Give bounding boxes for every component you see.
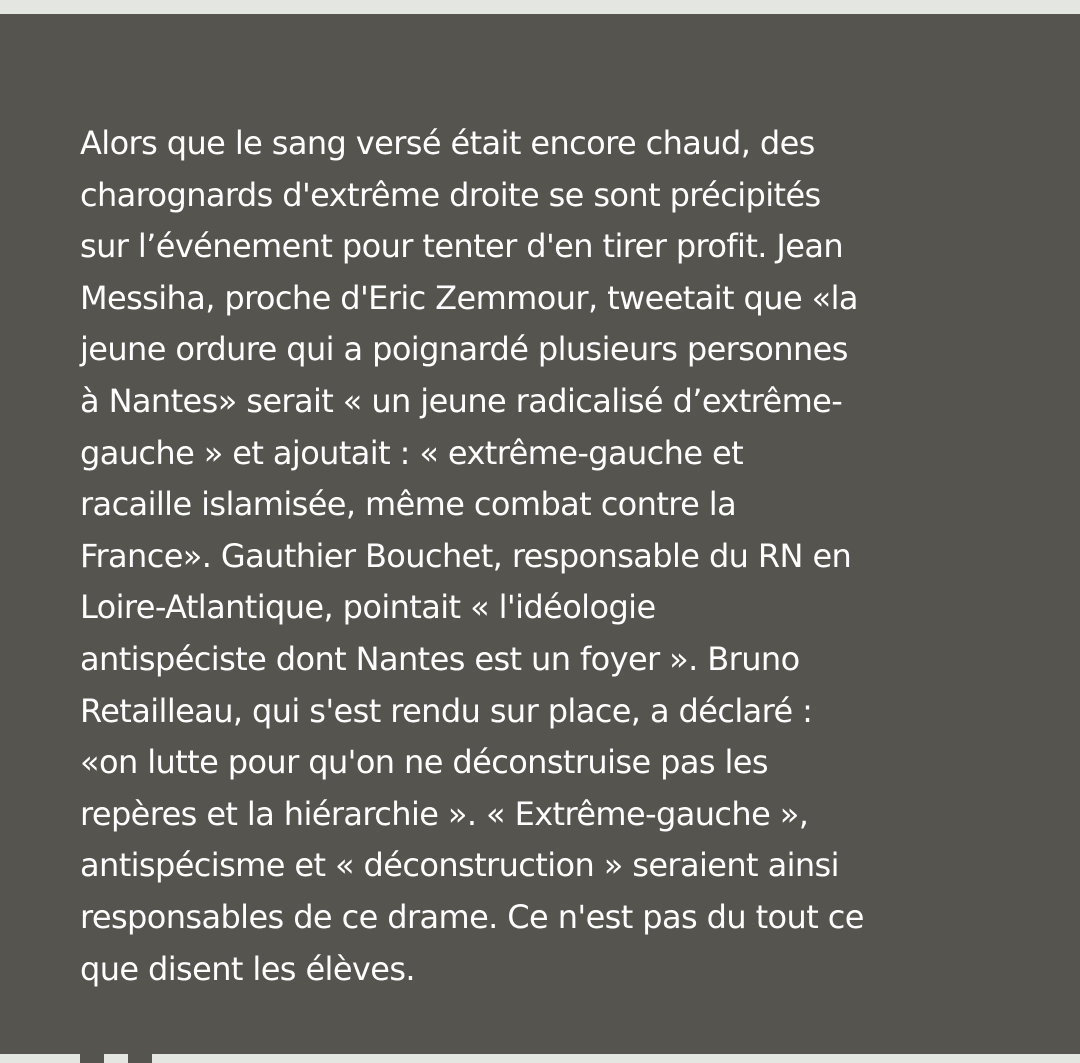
article-paragraph <box>80 118 1000 995</box>
paragraph-line: jeune ordure qui a poignardé plusieurs personnes <box>80 330 848 369</box>
paragraph-line: charognards d'extrême droite se sont précipités <box>80 175 821 214</box>
paragraph-line: sur l’événement pour tenter d'en tirer profit. Jean <box>80 227 844 266</box>
paragraph-line: repères et la hiérarchie ». « Extrême-gauche », <box>80 794 809 833</box>
paragraph-line: Messiha, proche d'Eric Zemmour, tweetait que «la <box>80 278 858 317</box>
paragraph-line: gauche » et ajoutait : « extrême-gauche et <box>80 433 744 472</box>
paragraph-line: «on lutte pour qu'on ne déconstruise pas les <box>80 743 768 782</box>
decorative-tab <box>128 1054 152 1063</box>
text-panel <box>0 14 1080 1054</box>
paragraph-line: à Nantes» serait « un jeune radicalisé d’extrême- <box>80 381 843 420</box>
decorative-tab <box>80 1054 104 1063</box>
paragraph-line: Loire-Atlantique, pointait « l'idéologie <box>80 588 656 627</box>
paragraph-line: antispécisme et « déconstruction » seraient ainsi <box>80 846 839 885</box>
paragraph-line: France». Gauthier Bouchet, responsable du RN en <box>80 536 852 575</box>
paragraph-line: Alors que le sang versé était encore chaud, des <box>80 124 815 162</box>
paragraph-line: antispéciste dont Nantes est un foyer ». Bruno <box>80 639 800 678</box>
paragraph-line: que disent les élèves. <box>80 949 415 988</box>
paragraph-line: responsables de ce drame. Ce n'est pas du tout ce <box>80 897 864 936</box>
paragraph-line: racaille islamisée, même combat contre la <box>80 485 737 524</box>
paragraph-line: Retailleau, qui s'est rendu sur place, a déclaré : <box>80 691 813 730</box>
